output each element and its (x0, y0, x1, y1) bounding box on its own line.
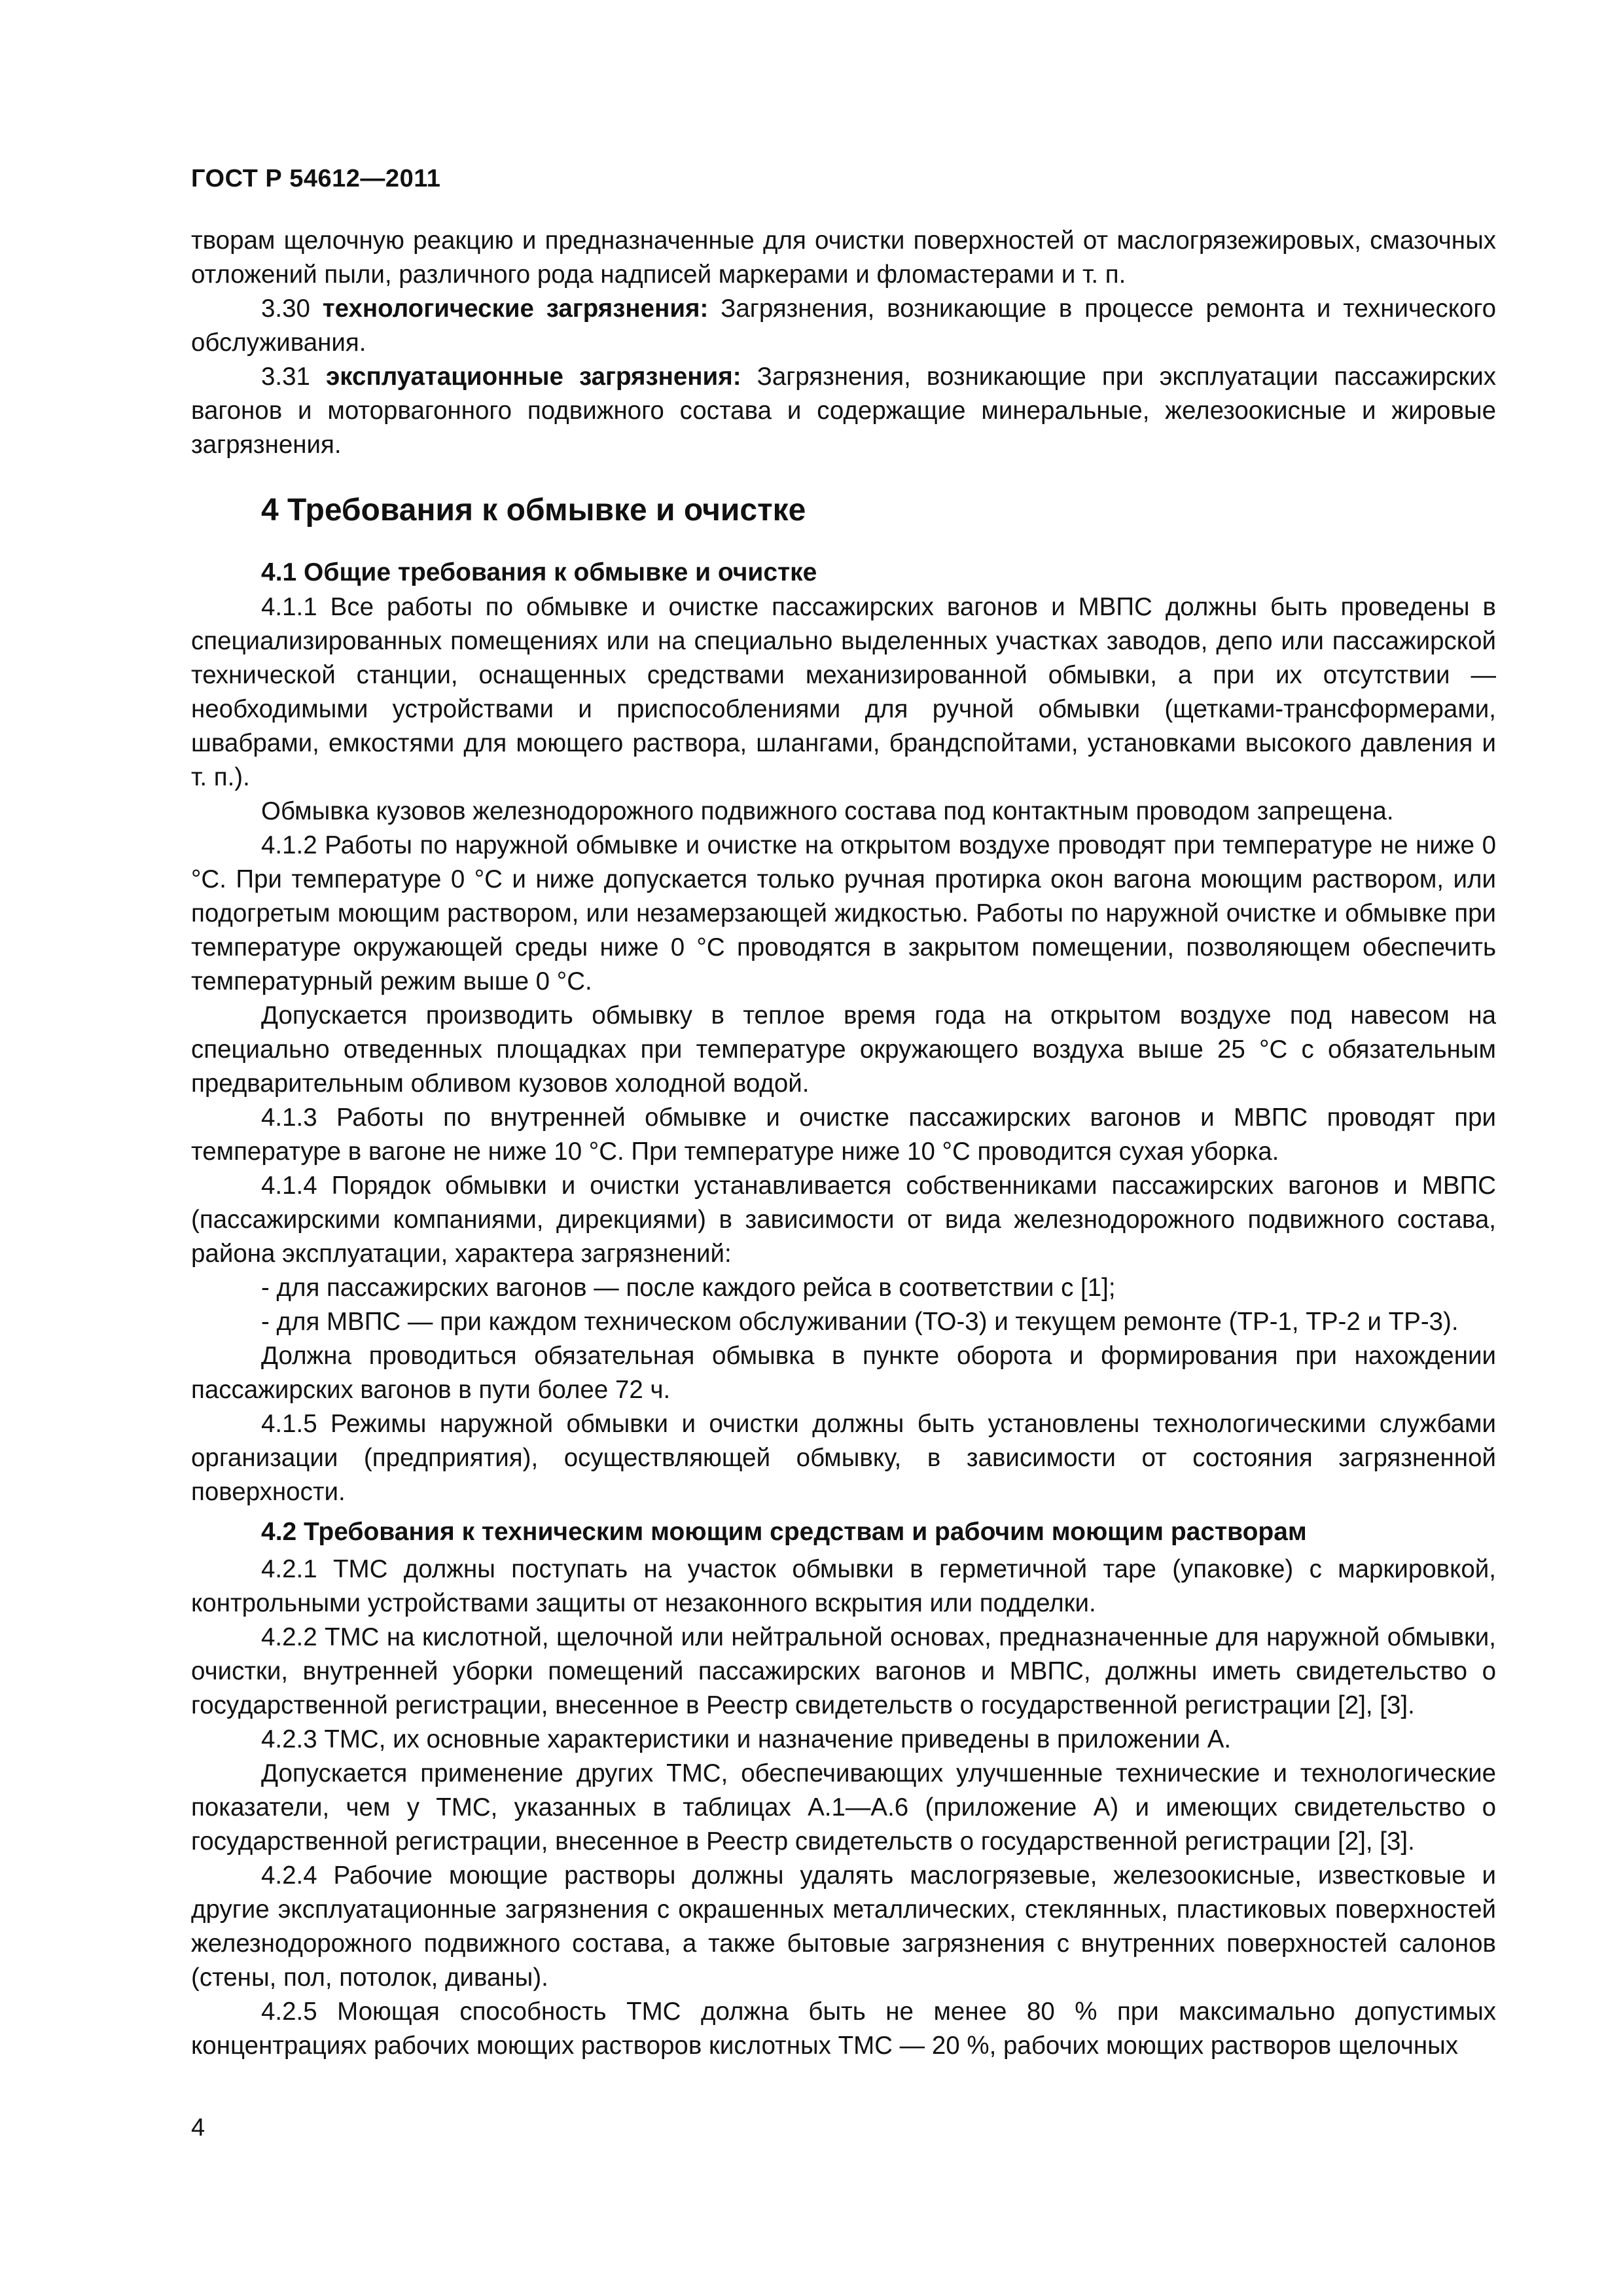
paragraph-3-29-continuation: творам щелочную реакцию и предназначенные для очистки поверхностей от маслогрязежировых, смазочных отложений пыли, различного рода надписей маркерами и фломастерами и т. п. (191, 226, 1496, 289)
paragraph-4-1-2: 4.1.2 Работы по наружной обмывке и очистке на открытом воздухе проводят при температуре не ниже 0 °С. При температуре 0 °С и ниже допускается только ручная протирка окон вагона моющим раствором, или подогретым моющим раствором, или незамерзающей жидкостью. Работы по наружной очистке и обмывке при температуре окружающей среды ниже 0 °С проводятся в закрытом помещении, позволяющем обеспечить температурный режим выше 0 °С. (191, 831, 1496, 996)
paragraph-4-1-5: 4.1.5 Режимы наружной обмывки и очистки должны быть установлены технологическими службами организации (предприятия), осуществляющей обмывку, в зависимости от состояния загрязненной поверхности. (191, 1410, 1496, 1506)
paragraph-4-1-1: 4.1.1 Все работы по обмывке и очистке пассажирских вагонов и МВПС должны быть проведены в специализированных помещениях или на специально выделенных участках заводов, депо или пассажирской технической станции, оснащенных средствами механизированной обмывки, а при их отсутствии — необходимыми устройствами и приспособлениями для ручной обмывки (щетками-трансформерами, швабрами, емкостями для моющего раствора, шлангами, брандспойтами, установками высокого давления и т. п.). (191, 593, 1496, 791)
paragraph-4-1-4: 4.1.4 Порядок обмывки и очистки устанавливается собственниками пассажирских вагонов и МВПС (пассажирскими компаниями, дирекциями) в зависимости от вида железнодорожного подвижного состава, района эксплуатации, характера загрязнений: (191, 1172, 1496, 1268)
clause-number: 3.30 (261, 295, 310, 323)
page-body (191, 224, 1496, 2063)
document-header: ГОСТ Р 54612—2011 (191, 165, 441, 192)
list-item-passenger-cars: - для пассажирских вагонов — после каждого рейса в соответствии с [1]; (261, 1274, 1116, 1302)
section-4-heading: 4 Требования к обмывке и очистке (261, 493, 806, 528)
term-definition: технологические загрязнения: (322, 295, 709, 323)
paragraph-4-1-2-b: Допускается производить обмывку в теплое время года на открытом воздухе под навесом на специально отведенных площадках при температуре окружающего воздуха выше 25 °С с обязательным предварительным обливом кузовов холодной водой. (191, 1001, 1496, 1098)
paragraph-3-30 (191, 292, 1496, 360)
term-description: Загрязнения, возникающие при эксплуатации пассажирских вагонов и моторвагонного подвижного состава и содержащие минеральные, железоокисные и жировые загрязнения. (191, 363, 1497, 459)
section-4-1-heading: 4.1 Общие требования к обмывке и очистке (261, 558, 817, 586)
paragraph-4-1-4-b: Должна проводиться обязательная обмывка в пункте оборота и формирования при нахождении пассажирских вагонов в пути более 72 ч. (191, 1342, 1496, 1404)
paragraph-4-1-3: 4.1.3 Работы по внутренней обмывке и очистке пассажирских вагонов и МВПС проводят при температуре в вагоне не ниже 10 °С. При температуре ниже 10 °С проводится сухая уборка. (191, 1103, 1496, 1166)
clause-number: 3.31 (261, 363, 310, 391)
paragraph-4-2-4: 4.2.4 Рабочие моющие растворы должны удалять маслогрязевые, железоокисные, известковые и другие эксплуатационные загрязнения с окрашенных металлических, стеклянных, пластиковых поверхностей железнодорожного подвижного состава, а также бытовые загрязнения с внутренних поверхностей салонов (стены, пол, потолок, диваны). (191, 1861, 1496, 1992)
term-definition: эксплуатационные загрязнения: (326, 363, 741, 391)
term-description: Загрязнения, возникающие в процессе ремонта и технического обслуживания. (191, 295, 1497, 357)
list-item-mvps: - для МВПС — при каждом техническом обслуживании (ТО-3) и текущем ремонте (ТР-1, ТР-2 и ТР-3). (261, 1308, 1459, 1336)
paragraph-4-2-1: 4.2.1 ТМС должны поступать на участок обмывки в герметичной таре (упаковке) с маркировкой, контрольными устройствами защиты от незаконного вскрытия или подделки. (191, 1555, 1496, 1617)
page-number: 4 (191, 2114, 205, 2142)
paragraph-4-2-2: 4.2.2 ТМС на кислотной, щелочной или нейтральной основах, предназначенные для наружной обмывки, очистки, внутренней уборки помещений пассажирских вагонов и МВПС, должны иметь свидетельство о государственной регистрации, внесенное в Реестр свидетельств о государственной регистрации [2], [3]. (191, 1623, 1496, 1719)
paragraph-3-31 (191, 360, 1496, 462)
paragraph-4-2-5: 4.2.5 Моющая способность ТМС должна быть не менее 80 % при максимально допустимых концентрациях рабочих моющих растворов кислотных ТМС — 20 %, рабочих моющих растворов щелочных (191, 1998, 1496, 2060)
section-4-2-heading: 4.2 Требования к техническим моющим средствам и рабочим моющим растворам (261, 1518, 1307, 1546)
paragraph-4-2-3: 4.2.3 ТМС, их основные характеристики и назначение приведены в приложении А. (261, 1725, 1232, 1753)
paragraph-4-1-1-b: Обмывка кузовов железнодорожного подвижного состава под контактным проводом запрещена. (261, 797, 1394, 825)
paragraph-4-2-3-b: Допускается применение других ТМС, обеспечивающих улучшенные технические и технологические показатели, чем у ТМС, указанных в таблицах А.1—А.6 (приложение А) и имеющих свидетельство о государственной регистрации, внесенное в Реестр свидетельств о государственной регистрации [2], [3]. (191, 1759, 1496, 1856)
